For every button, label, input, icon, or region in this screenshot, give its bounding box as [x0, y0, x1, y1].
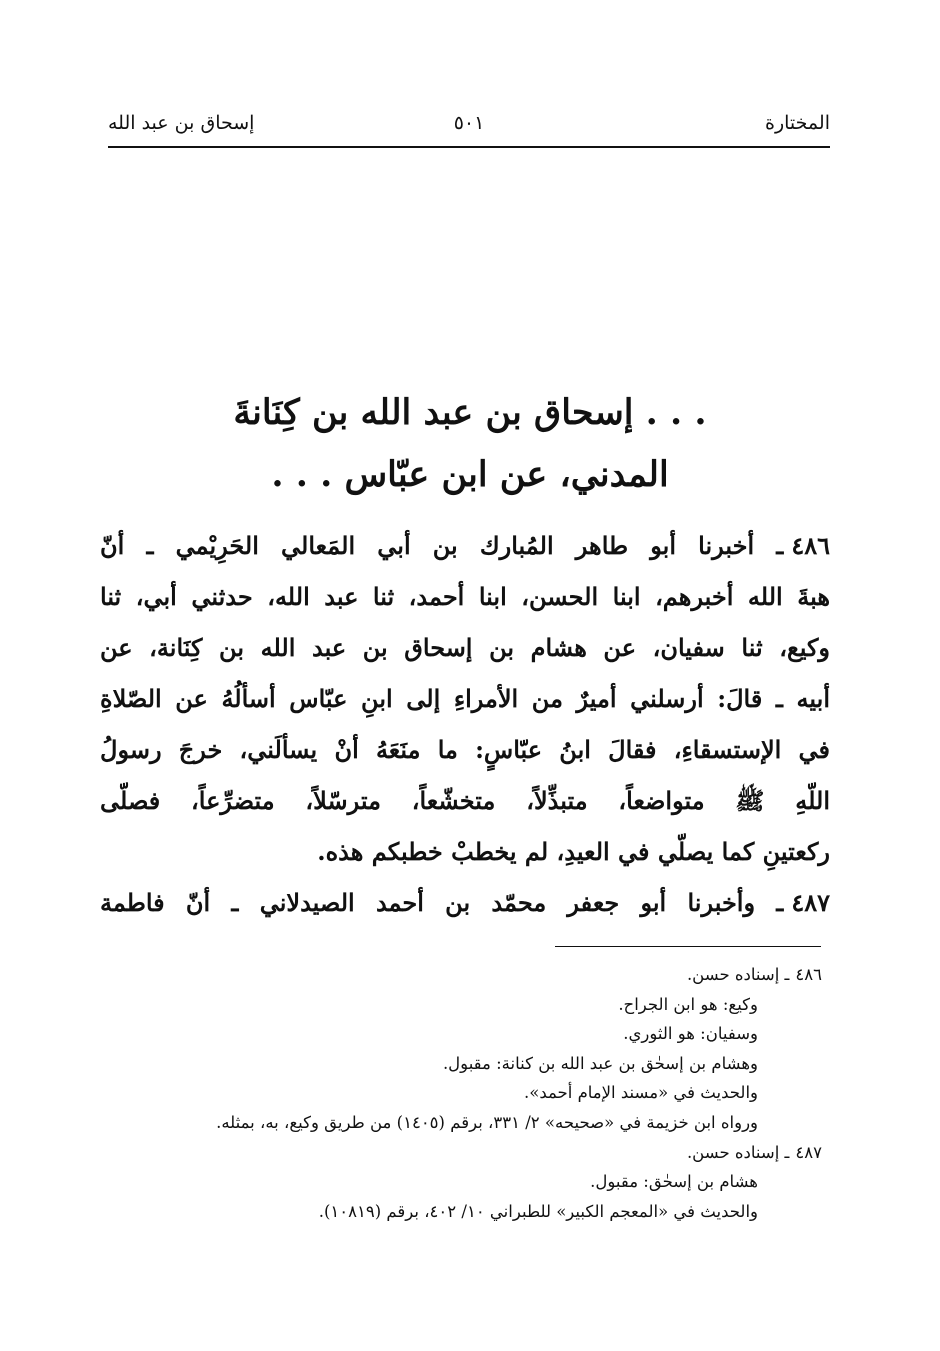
footnote-text: ـ إسناده حسن. [686, 965, 790, 984]
hadith-486-line-1 [100, 520, 830, 571]
footnote-number: ٤٨٦ [795, 965, 822, 984]
chapter-heading [100, 382, 840, 506]
footnotes [100, 960, 822, 1226]
footnote-divider [555, 946, 821, 947]
text-line: اللّهِ ﷺ متواضعاً، متبذِّلاً، متخشّعاً، مترسّلاً، متضرِّعاً، فصلّى [100, 786, 830, 815]
footnote-text: وكيع: هو ابن الجراح. [618, 994, 758, 1014]
page-number: ٥٠١ [453, 112, 485, 134]
hadith-number: ٤٨٧ [791, 888, 830, 917]
text-line: أبيه ـ قالَ: أرسلني أميرٌ من الأمراءِ إلى ابنِ عبّاس أسألُهُ عن الصّلاةِ [100, 684, 830, 713]
book-title: المختارة [765, 112, 830, 134]
section-title: إسحاق بن عبد الله [108, 112, 255, 134]
chapter-heading-line-1: . . . إسحاق بن عبد الله بن كِنَانةَ [233, 392, 707, 433]
footnote-text: ورواه ابن خزيمة في «صحيحه» ٢/ ٣٣١، برقم (١٤٠٥) من طريق وكيع، به، بمثله. [216, 1112, 758, 1132]
footnote-text: والحديث في «المعجم الكبير» للطبراني ١٠/ ٤٠٢، برقم (١٠٨١٩). [318, 1201, 758, 1221]
main-text [100, 520, 830, 928]
chapter-heading-line-2: المدني، عن ابن عبّاس . . . [271, 454, 669, 495]
footnote-487-first-line [100, 1138, 822, 1168]
footnote-text: والحديث في «مسند الإمام أحمد». [524, 1083, 758, 1103]
text-line: وكيع، ثنا سفيان، عن هشام بن إسحاق بن عبد الله بن كِنَانة، عن [100, 633, 830, 662]
text-line: ـ أخبرنا أبو طاهر المُبارك بن أبي المَعالي الحَرِيْمي ـ أنّ [100, 531, 784, 560]
footnote-486-first-line [100, 960, 822, 990]
text-line: في الإستسقاءِ، فقالَ ابنُ عبّاسٍ: ما منَعَهُ أنْ يسألَني، خرجَ رسولُ [100, 735, 830, 764]
footnote-text: هشام بن إسحٰق: مقبول. [590, 1172, 758, 1192]
footnote-text: وهشام بن إسحٰق بن عبد الله بن كنانة: مقبول. [442, 1053, 758, 1073]
header-divider [108, 146, 830, 148]
footnote-text: ـ إسناده حسن. [686, 1142, 790, 1162]
text-line: ـ وأخبرنا أبو جعفر محمّد بن أحمد الصيدلاني ـ أنّ فاطمة [100, 888, 784, 917]
footnote-text: وسفيان: هو الثوري. [623, 1024, 758, 1044]
text-line: ركعتينِ كما يصلّي في العيدِ، لم يخطبْ خطبكم هذه. [317, 837, 830, 866]
footnote-number: ٤٨٧ [795, 1142, 822, 1162]
running-header [108, 112, 830, 142]
text-line: هبةَ الله أخبرهم، ابنا الحسن، ابنا أحمد، ثنا عبد الله، حدثني أبي، ثنا [100, 582, 830, 611]
hadith-number: ٤٨٦ [791, 531, 830, 560]
hadith-487-line-1 [100, 877, 830, 928]
